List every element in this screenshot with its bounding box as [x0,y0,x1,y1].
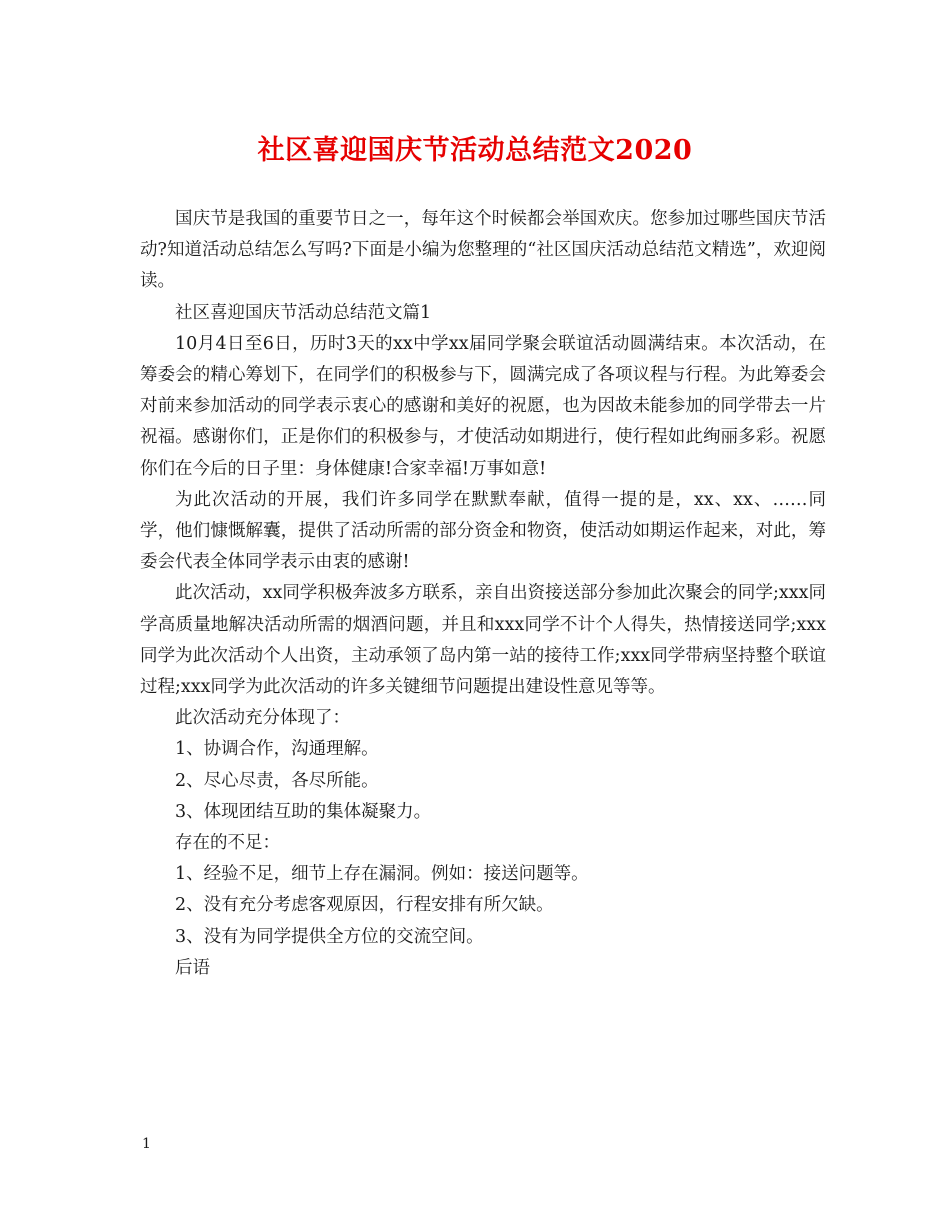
body-paragraph: 存在的不足： [175,833,280,854]
document-body [140,204,826,984]
body-paragraph: 后语 [175,957,210,978]
intro-paragraph: 国庆节是我国的重要节日之一，每年这个时候都会举国欢庆。您参加过哪些国庆节活动?知道活动总结怎么写吗?下面是小编为您整理的“社区国庆活动总结范文精选”，欢迎阅读。 [140,209,826,292]
list-item: 1、经验不足，细节上存在漏洞。例如：接送问题等。 [175,864,589,885]
section-heading: 社区喜迎国庆节活动总结范文篇1 [175,302,432,323]
list-item: 3、体现团结互助的集体凝聚力。 [175,801,432,822]
body-paragraph: 此次活动充分体现了： [175,708,350,729]
page-number: 1 [142,1136,151,1152]
list-item: 2、尽心尽责，各尽所能。 [175,770,379,791]
body-paragraph: 此次活动，xx同学积极奔波多方联系，亲自出资接送部分参加此次聚会的同学;xxx同学高质量地解决活动所需的烟酒问题，并且和xxx同学不计个人得失，热情接送同学;xxx同学为此次活动个人出资，主动承领了岛内第一站的接待工作;xxx同学带病坚持整个联谊过程;xxx同学为此次活动的许多关键细节问题提出建设性意见等等。 [140,583,826,698]
list-item: 3、没有为同学提供全方位的交流空间。 [175,926,484,947]
document-title: 社区喜迎国庆节活动总结范文2020 [257,135,693,166]
list-item: 2、没有充分考虑客观原因，行程安排有所欠缺。 [175,895,554,916]
body-paragraph: 为此次活动的开展，我们许多同学在默默奉献，值得一提的是，xx、xx、……同学，他们慷慨解囊，提供了活动所需的部分资金和物资，使活动如期运作起来，对此，筹委会代表全体同学表示由衷的感谢! [140,489,826,573]
list-item: 1、协调合作，沟通理解。 [175,739,379,760]
body-paragraph: 10月4日至6日，历时3天的xx中学xx届同学聚会联谊活动圆满结束。本次活动，在筹委会的精心筹划下，在同学们的积极参与下，圆满完成了各项议程与行程。为此筹委会对前来参加活动的同学表示衷心的感谢和美好的祝愿，也为因故未能参加的同学带去一片祝福。感谢你们，正是你们的积极参与，才使活动如期进行，使行程如此绚丽多彩。祝愿你们在今后的日子里：身体健康!合家幸福!万事如意! [140,333,826,479]
